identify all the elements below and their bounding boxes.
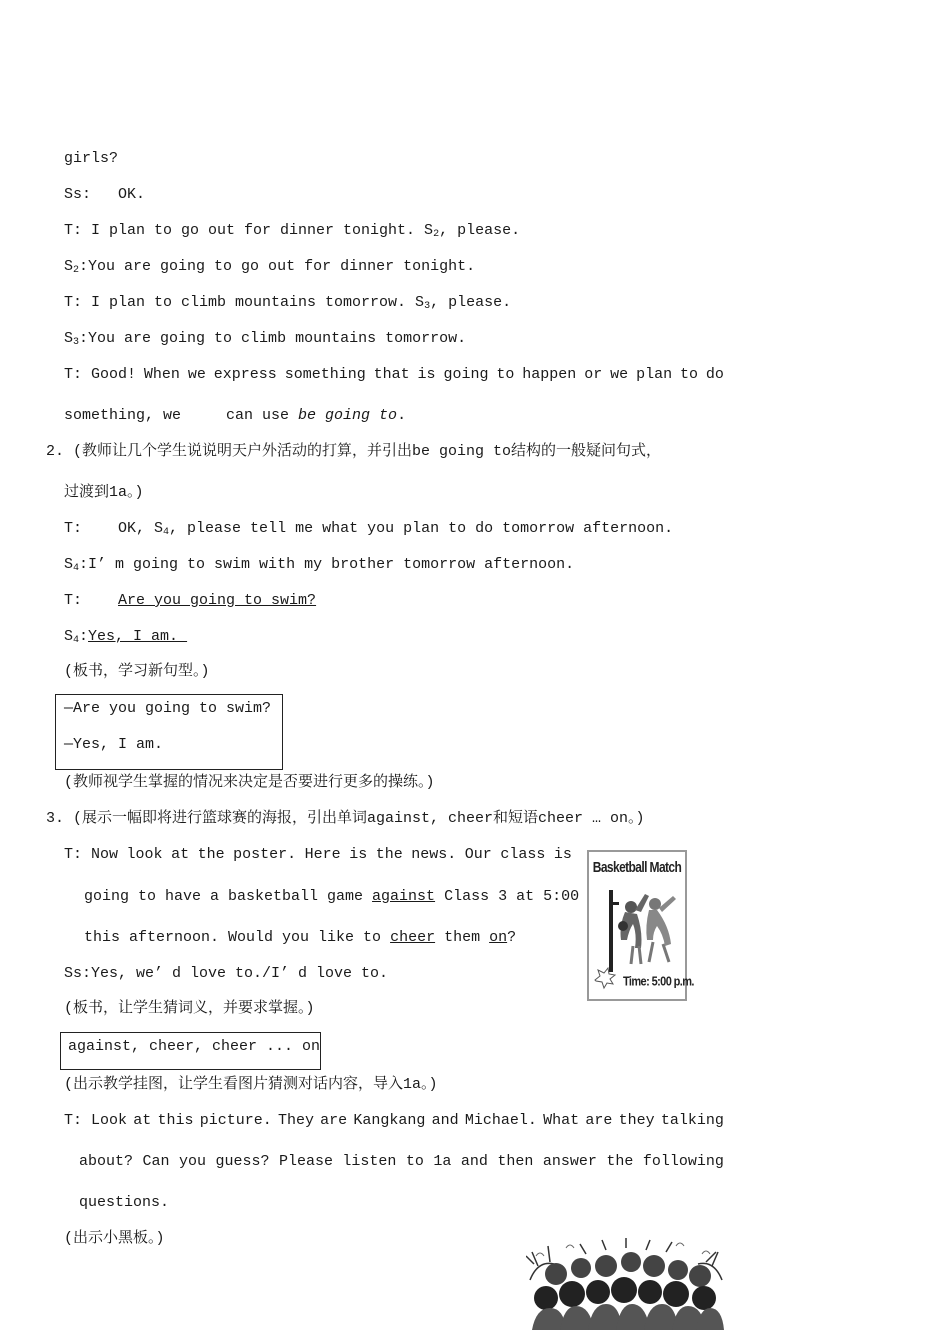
box-line: against, cheer, cheer ... on: [68, 1038, 321, 1055]
text-line-justified: T: Good! When we express something that is going to happen or we plan to do: [64, 366, 724, 383]
text-line: 过渡到1a。): [64, 484, 144, 501]
text-line: T: I plan to climb mountains tomorrow. $S_3$, please.: [64, 294, 512, 312]
text-line: girls?: [64, 150, 119, 167]
text-line-justified: T: Look at this picture. They are Kangkang and Michael. What are they talking: [64, 1112, 724, 1129]
text-line: $S_4:I$’ m going to swim with my brother tomorrow afternoon.: [64, 556, 575, 574]
cheering-crowd-illustration: [526, 1236, 726, 1330]
text-line: Ss:Yes, we’ d love to./I’ d love to.: [64, 965, 389, 982]
text-line: T: I plan to go out for dinner tonight. $S_2$, please.: [64, 222, 521, 240]
text-line: T: Are you going to swim?: [64, 592, 317, 609]
poster-title: Basketball Match: [592, 858, 682, 876]
text-line: (出示教学挂图，让学生看图片猜测对话内容，导入1a。): [64, 1076, 438, 1093]
text-line: (板书，让学生猜词义，并要求掌握。): [64, 1000, 315, 1017]
text-line: something, we can use be going to.: [64, 407, 407, 424]
text-line: (出示小黑板。): [64, 1230, 165, 1247]
item-2-heading: 2. (教师让几个学生说说明天户外活动的打算，并引出be going to结构的一般疑问句式，: [46, 443, 662, 460]
text-line: $S_4:Yes$, I am.: [64, 628, 188, 646]
text-line: (教师视学生掌握的情况来决定是否要进行更多的操练。): [64, 774, 435, 791]
text-line: going to have a basketball game against Class 3 at 5:00: [84, 888, 580, 905]
item-3-heading: 3. (展示一幅即将进行篮球赛的海报，引出单词against, cheer和短语cheer … on。): [46, 810, 645, 827]
basketball-poster: [587, 850, 694, 1001]
poster-time: Time: 5:00 p.m.: [623, 974, 694, 990]
text-line: $S_2:You$ are going to go out for dinner tonight.: [64, 258, 476, 276]
text-line-justified: about? Can you guess? Please listen to 1a and then answer the following: [79, 1153, 724, 1170]
text-line-justified: T: Now look at the poster. Here is the news. Our class is: [64, 846, 572, 863]
box-line: —Yes, I am.: [64, 736, 164, 753]
text-line: $S_3:You$ are going to climb mountains tomorrow.: [64, 330, 467, 348]
text-line: T: OK, $S_4$, please tell me what you plan to do tomorrow afternoon.: [64, 520, 674, 538]
text-line: (板书，学习新句型。): [64, 663, 210, 680]
text-line: this afternoon. Would you like to cheer them on?: [84, 929, 517, 946]
text-line: questions.: [79, 1194, 170, 1211]
text-line: Ss: OK.: [64, 186, 146, 203]
box-line: —Are you going to swim?: [64, 700, 272, 717]
